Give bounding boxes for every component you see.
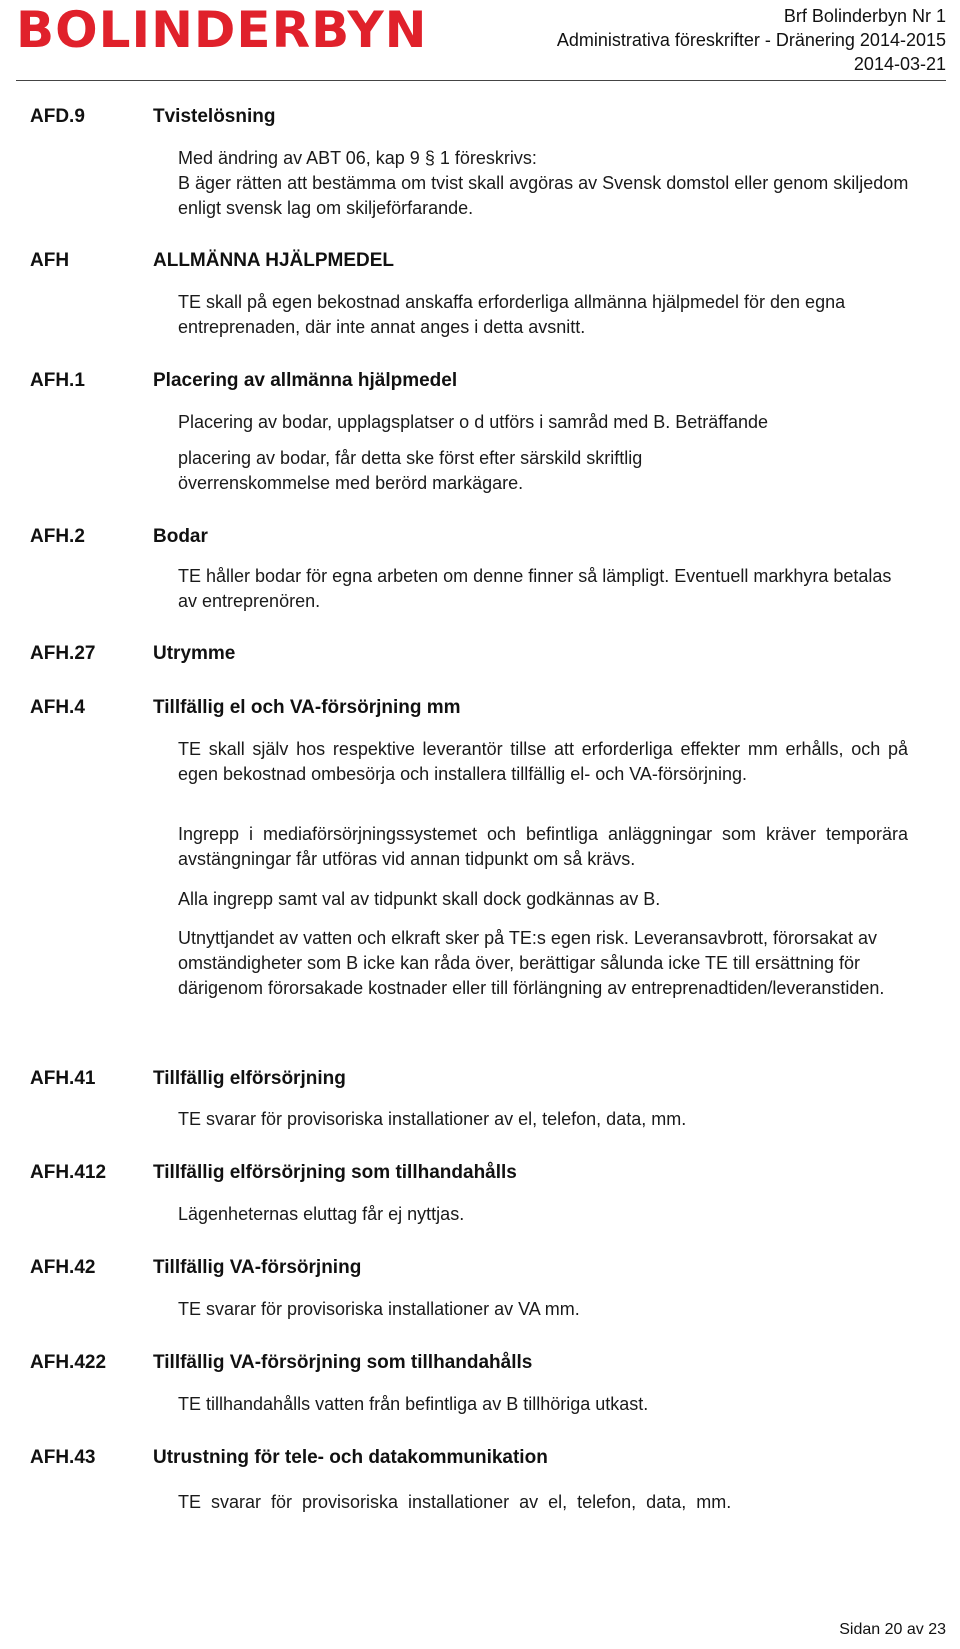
- section-paragraph: TE svarar för provisoriska installationer av VA mm.: [178, 1299, 580, 1319]
- section-code: AFH: [30, 250, 70, 271]
- section-paragraph: TE skall själv hos respektive leverantör tillse att erforderliga effekter mm erhålls, och på egen bekostnad ombesörja och installera tillfällig el- och VA-försörjning.: [178, 739, 908, 784]
- section-paragraph: placering av bodar, får detta ske först efter särskild skriftlig överrenskommelse med berörd markägare.: [178, 448, 643, 493]
- section-heading: ALLMÄNNA HJÄLPMEDEL: [153, 250, 395, 271]
- section-heading: Tillfällig elförsörjning som tillhandahålls: [153, 1162, 517, 1183]
- header-divider: [16, 80, 946, 81]
- section-heading: Tillfällig VA-försörjning: [153, 1257, 362, 1278]
- section-paragraph: Ingrepp i mediaförsörjningssystemet och befintliga anläggningar som kräver temporära avstängningar får utföras vid annan tidpunkt om så krävs.: [178, 824, 908, 869]
- section-paragraph: Utnyttjandet av vatten och elkraft sker på TE:s egen risk. Leveransavbrott, förorsakat av omständigheter som B icke kan råda över, berättigar sålunda icke TE till ersättning för därigenom förorsakade kostnader eller till förlängning av entreprenadtiden/leveranstiden.: [178, 928, 885, 998]
- section-code: AFH.1: [30, 370, 85, 391]
- section-heading: Utrustning för tele- och datakommunikation: [153, 1447, 548, 1468]
- section-heading: Bodar: [153, 526, 208, 547]
- section-code: AFH.4: [30, 697, 85, 718]
- page-number: Sidan 20 av 23: [839, 1621, 946, 1638]
- section-paragraph: TE håller bodar för egna arbeten om denne finner så lämpligt. Eventuell markhyra betalas av entreprenören.: [178, 566, 892, 611]
- section-heading: Tillfällig VA-försörjning som tillhandahålls: [153, 1352, 533, 1373]
- section-paragraph: TE svarar för provisoriska installationer av el, telefon, data, mm.: [178, 1109, 687, 1129]
- brand-logo: BOLINDERBYN: [16, 1, 428, 59]
- section-code: AFD.9: [30, 106, 85, 127]
- header-doc-title: Administrativa föreskrifter - Dränering 2014-2015: [556, 30, 946, 50]
- section-code: AFH.41: [30, 1068, 96, 1089]
- header-org: Brf Bolinderbyn Nr 1: [783, 6, 946, 26]
- header-date: 2014-03-21: [853, 54, 946, 74]
- section-code: AFH.412: [30, 1162, 107, 1183]
- section-paragraph: TE tillhandahålls vatten från befintliga av B tillhöriga utkast.: [178, 1394, 649, 1414]
- section-code: AFH.27: [30, 643, 96, 664]
- section-paragraph: B äger rätten att bestämma om tvist skall avgöras av Svensk domstol eller genom skiljedom enligt svensk lag om skiljeförfarande.: [178, 173, 909, 218]
- section-paragraph: TE skall på egen bekostnad anskaffa erforderliga allmänna hjälpmedel för den egna entreprenaden, där inte annat anges i detta avsnitt.: [178, 292, 846, 337]
- section-paragraph: Med ändring av ABT 06, kap 9 § 1 föreskrivs:: [178, 148, 537, 168]
- section-heading: Tillfällig el och VA-försörjning mm: [153, 697, 461, 718]
- section-heading: Placering av allmänna hjälpmedel: [153, 370, 458, 391]
- section-code: AFH.42: [30, 1257, 96, 1278]
- section-paragraph: TE svarar för provisoriska installationer av el, telefon, data, mm.: [178, 1492, 732, 1512]
- section-heading: Tillfällig elförsörjning: [153, 1068, 346, 1089]
- section-heading: Tvistelösning: [153, 106, 276, 127]
- section-code: AFH.422: [30, 1352, 107, 1373]
- section-heading: Utrymme: [153, 643, 236, 664]
- section-paragraph: Lägenheternas eluttag får ej nyttjas.: [178, 1204, 465, 1224]
- section-paragraph: Placering av bodar, upplagsplatser o d utförs i samråd med B. Beträffande: [178, 412, 769, 432]
- section-code: AFH.2: [30, 526, 85, 547]
- section-paragraph: Alla ingrepp samt val av tidpunkt skall dock godkännas av B.: [178, 889, 661, 909]
- section-code: AFH.43: [30, 1447, 96, 1468]
